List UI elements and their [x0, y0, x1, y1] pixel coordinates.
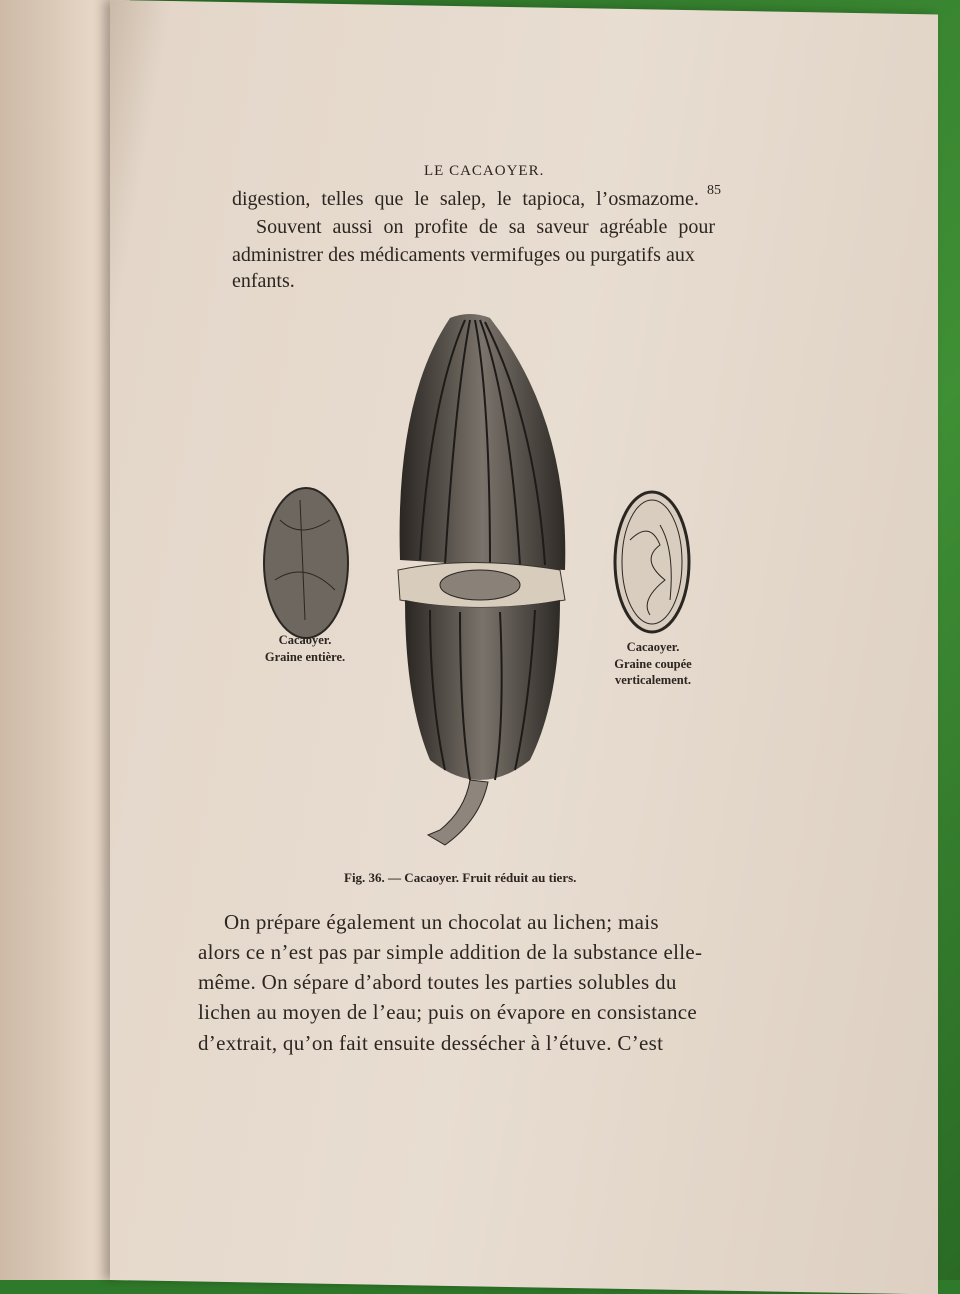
whole-seed [264, 488, 348, 638]
text-line: alors ce n’est pas par simple addition de la substance elle- [198, 940, 703, 964]
right-caption-line: Cacaoyer. [626, 640, 680, 654]
right-caption-line: Graine coupée [614, 657, 692, 671]
text-line: d’extrait, qu’on fait ensuite dessécher à l’étuve. C’est [198, 1031, 664, 1055]
cut-seed [615, 492, 689, 632]
running-head: LE CACAOYER. [424, 163, 545, 179]
page-number: 85 [707, 183, 721, 198]
text-line: enfants. [232, 270, 295, 292]
text-line: administrer des médicaments vermifuges ou purgatifs aux [232, 244, 695, 266]
text-line: On prépare également un chocolat au lichen; mais [224, 910, 659, 934]
right-caption-line: verticalement. [614, 673, 691, 687]
left-caption-line: Graine entière. [264, 650, 346, 664]
text-line: Souvent aussi on profite de sa saveur agréable pour [256, 216, 715, 238]
text-line: même. On sépare d’abord toutes les parties solubles du [198, 970, 677, 994]
text-line: digestion, telles que le salep, le tapioca, l’osmazome. [232, 188, 699, 210]
figure-caption: Fig. 36. — Cacaoyer. Fruit réduit au tiers. [344, 870, 577, 885]
text-line: lichen au moyen de l’eau; puis on évapore en consistance [198, 1000, 698, 1024]
left-caption-line: Cacaoyer. [278, 633, 332, 647]
